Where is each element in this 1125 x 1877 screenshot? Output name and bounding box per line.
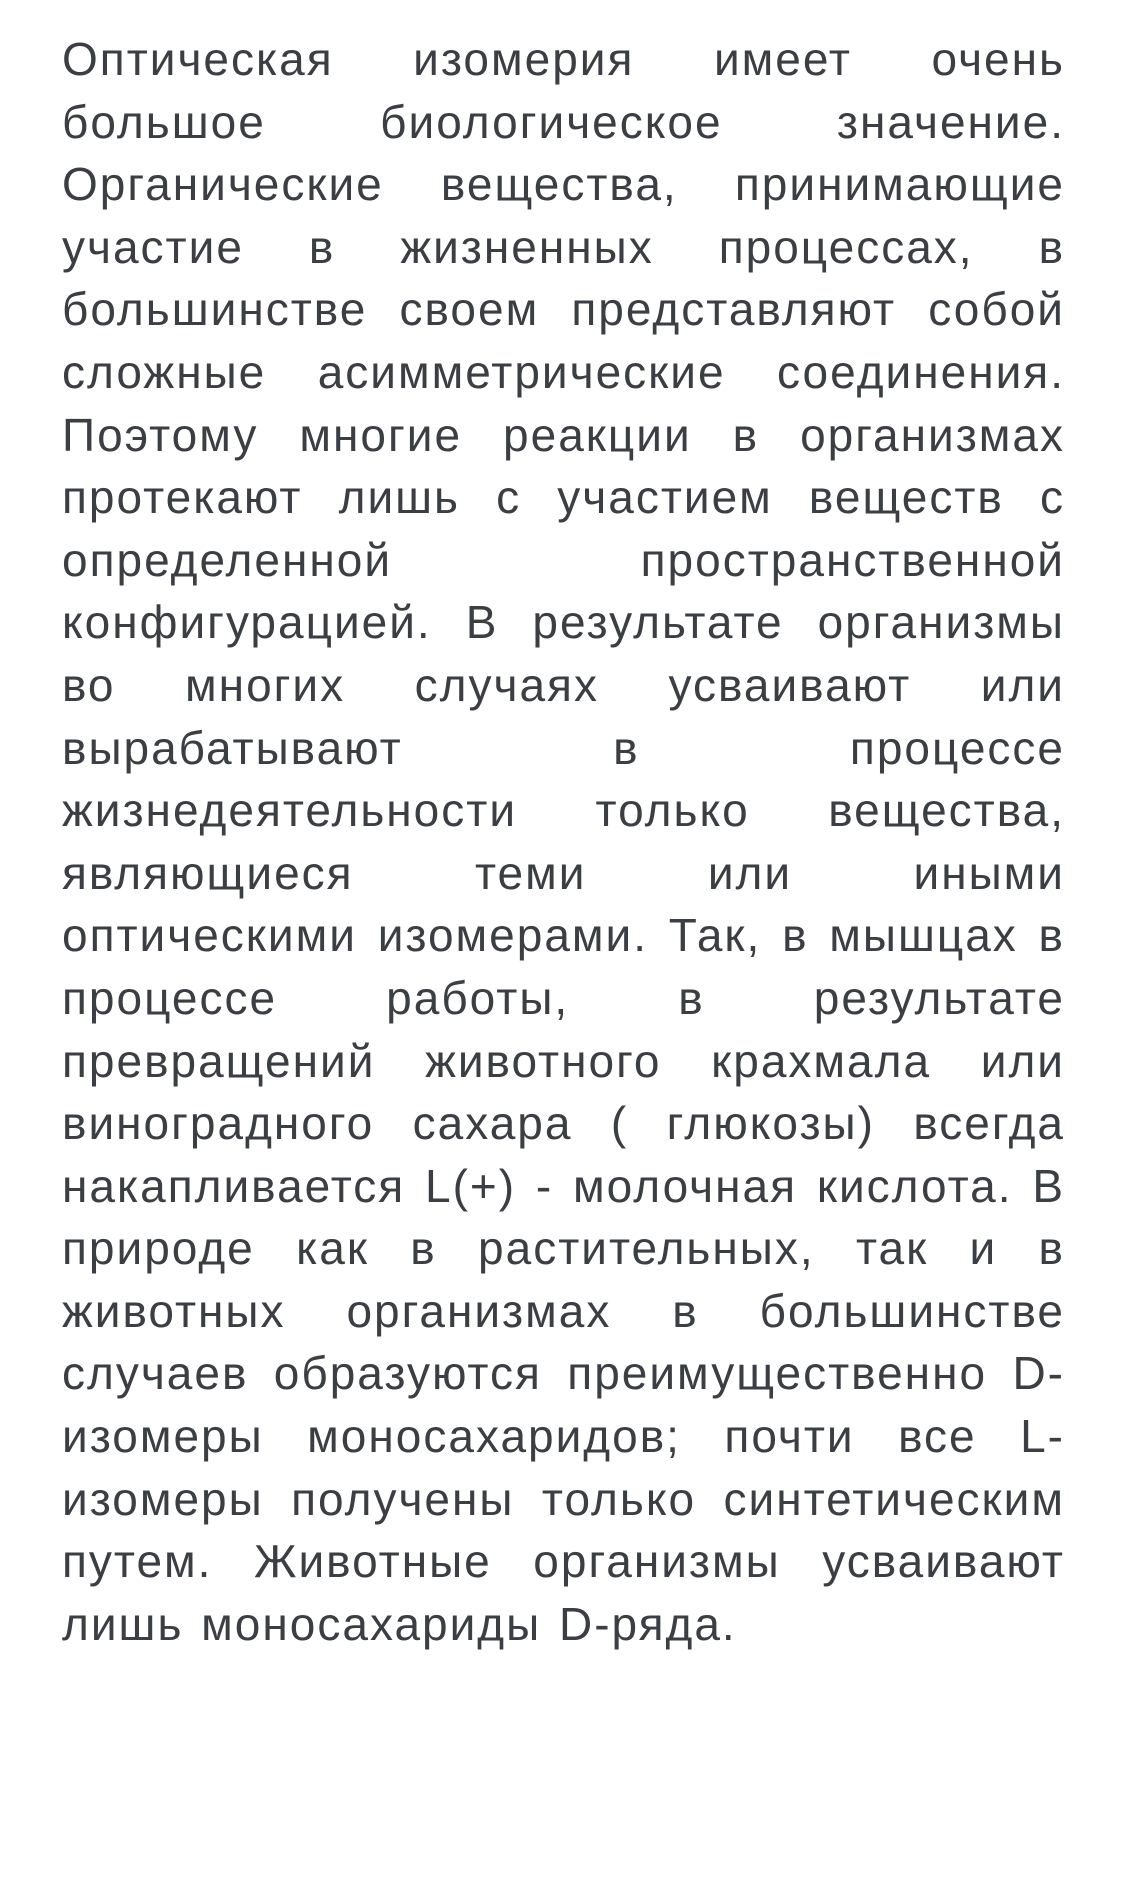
paragraph-text: Оптическая изомерия имеет очень большое биологическое значение. Органические вещества, принимающие участие в жизненных процессах, в большинстве своем представляют собой сложные асимметрические соединения. Поэтому многие реакции в организмах протекают лишь с участием веществ с определенной пространственной конфигурацией. В результате организмы во многих случаях усваивают или вырабатывают в процессе жизнедеятельности только вещества, являющиеся теми или иными оптическими изомерами. Так, в мышцах в процессе работы, в результате превращений животного крахмала или виноградного сахара ( глюкозы) всегда накапливается L(+) - молочная кислота. В природе как в растительных, так и в животных организмах в большинстве случаев образуются преимущественно D-изомеры моносахаридов; почти все L-изомеры получены только синтетическим путем. Животные организмы усваивают лишь моносахариды D-ряда. [62,33,1065,1650]
